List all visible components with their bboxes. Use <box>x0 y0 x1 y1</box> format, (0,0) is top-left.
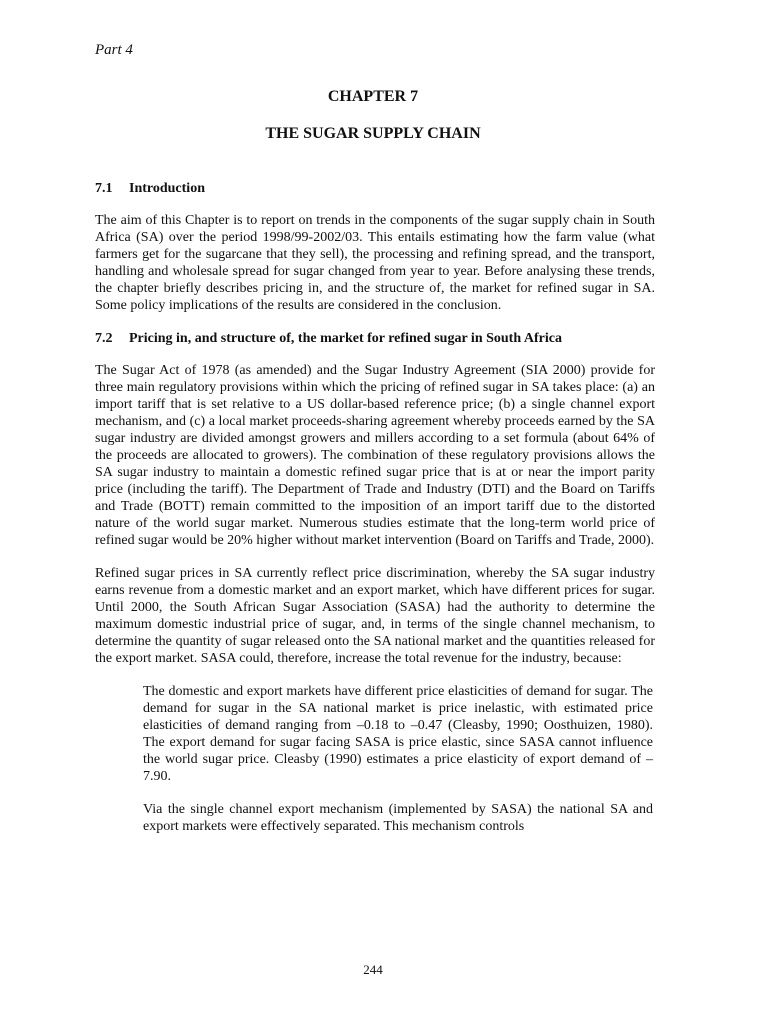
chapter-subtitle: THE SUGAR SUPPLY CHAIN <box>265 125 481 142</box>
paragraph: Refined sugar prices in SA currently reflect price discrimination, whereby the SA sugar industry earns revenue from a domestic market and an export market, which have different prices for sugar. Until 2000, the South African Sugar Association (SASA) had the authority to determine the maximum domestic industrial price of sugar, and, in terms of the single channel mechanism, to determine the quantity of sugar released onto the SA national market and the quantities released for the export market. SASA could, therefore, increase the total revenue for the industry, because: <box>95 566 655 666</box>
paragraph: The Sugar Act of 1978 (as amended) and the Sugar Industry Agreement (SIA 2000) provide for three main regulatory provisions within which the pricing of refined sugar in SA takes place: (a) an import tariff that is set relative to a US dollar-based reference price; (b) a single channel export mechanism, and (c) a local market proceeds-sharing agreement whereby proceeds earned by the SA sugar industry are divided amongst growers and millers according to a set formula (about 64% of the proceeds are allocated to growers). The combination of these regulatory provisions allows the SA sugar industry to maintain a domestic refined sugar price that is at or near the import parity price (including the tariff). The Department of Trade and Industry (DTI) and the Board on Tariffs and Trade (BOTT) remain committed to the imposition of an import tariff due to the distorted nature of the world sugar market. Numerous studies estimate that the long-term world price of refined sugar would be 20% higher without market intervention (Board on Tariffs and Trade, 2000). <box>95 363 655 548</box>
chapter-title: CHAPTER 7 <box>327 88 419 105</box>
section-title: Pricing in, and structure of, the market for refined sugar in South Africa <box>129 331 562 346</box>
section-number: 7.2 <box>95 331 113 346</box>
section-title: Introduction <box>129 181 205 196</box>
section-number: 7.1 <box>95 181 113 196</box>
indented-paragraph: Via the single channel export mechanism (implemented by SASA) the national SA and export markets were effectively separated. This mechanism controls <box>143 802 653 834</box>
part-label: Part 4 <box>95 42 133 58</box>
paragraph: The aim of this Chapter is to report on trends in the components of the sugar supply chain in South Africa (SA) over the period 1998/99-2002/03. This entails estimating how the farm value (what farmers get for the sugarcane that they sell), the processing and refining spread, and the transport, handling and wholesale spread for sugar changed from year to year. Before analysing these trends, the chapter briefly describes pricing in, and the structure of, the market for refined sugar in SA. Some policy implications of the results are considered in the conclusion. <box>95 213 655 313</box>
section-heading-introduction <box>95 180 655 197</box>
page-number: 244 <box>363 962 383 977</box>
indented-paragraph: The domestic and export markets have different price elasticities of demand for sugar. The demand for sugar in the SA national market is price inelastic, with estimated price elasticities of demand ranging from –0.18 to –0.47 (Cleasby, 1990; Oosthuizen, 1980). The export demand for sugar facing SASA is price elastic, since SASA cannot influence the world sugar price. Cleasby (1990) estimates a price elasticity of export demand of –7.90. <box>143 684 653 784</box>
chapter-body <box>95 180 655 851</box>
section-heading-pricing <box>95 330 655 347</box>
